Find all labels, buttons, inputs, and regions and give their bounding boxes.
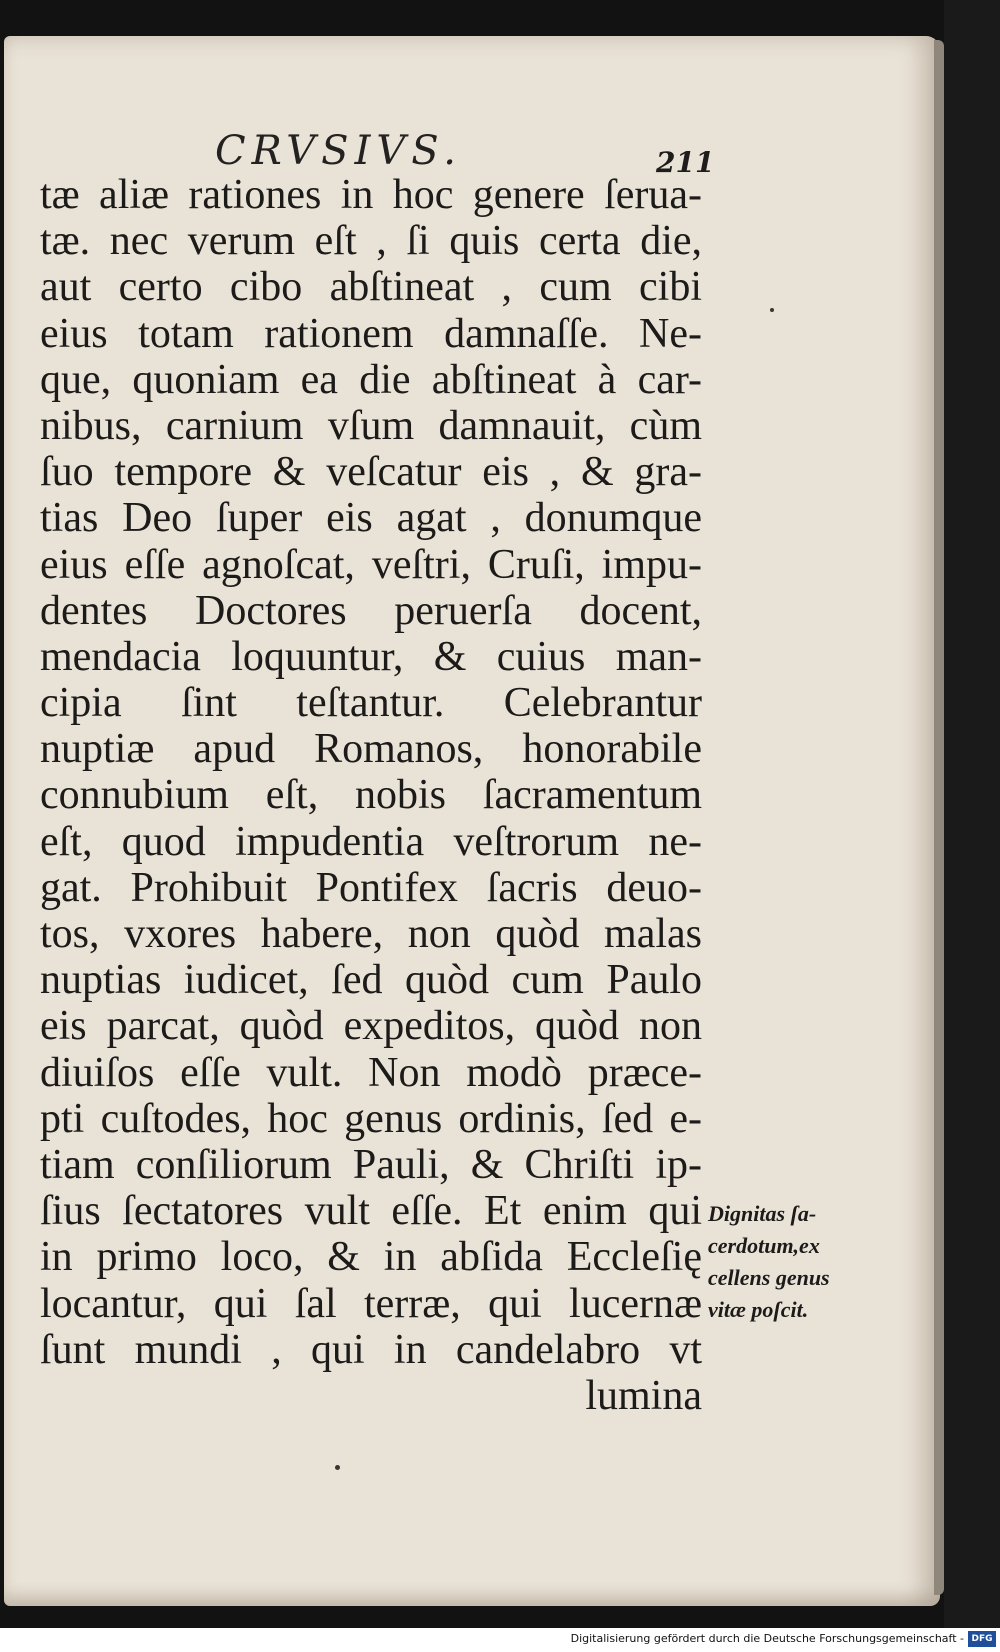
text-line: dentes Doctores peruerſa docent, [40, 587, 702, 634]
text-line: tæ aliæ rationes in hoc genere ſerua- [40, 172, 702, 218]
text-line: eius eſſe agnoſcat, veſtri, Cruſi, impu- [40, 541, 702, 588]
marginal-note-line: cerdotum,ex [708, 1233, 820, 1258]
text-line: tos, vxores habere, non quòd malas [40, 911, 702, 957]
text-line: mendacia loquuntur, & cuius man- [40, 633, 702, 680]
page-edge [934, 40, 944, 1595]
text-line: eis parcat, quòd expeditos, quòd non [40, 1003, 702, 1050]
running-head: CRVSIVS. [215, 128, 462, 174]
text-line: ſuo tempore & veſcatur eis , & gra- [40, 449, 702, 496]
catchword: lumina [585, 1372, 702, 1419]
text-line: eius totam rationem damnaſſe. Ne- [40, 310, 702, 357]
text-line: ſius ſectatores vult eſſe. Et enim qui [40, 1188, 702, 1235]
text-line: gat. Prohibuit Pontifex ſacris deuo- [40, 864, 702, 911]
text-line: eſt, quod impudentia veſtrorum ne- [40, 818, 702, 865]
book-spine-shadow [944, 0, 1000, 1652]
body-text [40, 172, 702, 1419]
text-line: nibus, carnium vſum damnauit, cùm [40, 402, 702, 449]
funding-credit: Digitalisierung gefördert durch die Deutsche Forschungsgemeinschaft - [570, 1632, 964, 1645]
text-line: locantur, qui ſal terræ, qui lucernæ [40, 1280, 702, 1327]
marginal-note-line: vitæ poſcit. [708, 1297, 809, 1322]
text-line: cipia ſint teſtantur. Celebrantur [40, 680, 702, 727]
ink-speck [770, 308, 774, 312]
text-line: connubium eſt, nobis ſacramentum [40, 772, 702, 819]
text-line: que, quoniam ea die abſtineat à car- [40, 356, 702, 403]
text-line: diuiſos eſſe vult. Non modò præce- [40, 1049, 702, 1096]
page-number: 211 [656, 146, 715, 179]
text-line: pti cuſtodes, hoc genus ordinis, ſed e- [40, 1095, 702, 1142]
text-line: aut certo cibo abſtineat , cum cibi [40, 264, 702, 311]
dfg-logo: DFG [968, 1631, 996, 1647]
text-line: tiam conſiliorum Pauli, & Chriſti ip- [40, 1141, 702, 1188]
text-line: nuptias iudicet, ſed quòd cum Paulo [40, 957, 702, 1004]
text-line: tias Deo ſuper eis agat , donumque [40, 495, 702, 542]
text-line: ſunt mundi , qui in candelabro vt [40, 1326, 702, 1373]
text-line: tæ. nec verum eſt , ſi quis certa die, [40, 218, 702, 265]
marginal-note-line: Dignitas ſa- [708, 1201, 817, 1226]
text-line: in primo loco, & in abſida Eccleſię [40, 1234, 702, 1281]
text-line: nuptiæ apud Romanos, honorabile [40, 726, 702, 773]
digitization-footer [0, 1628, 1000, 1652]
marginal-note [708, 1198, 858, 1326]
ink-speck [335, 1465, 340, 1470]
marginal-note-line: cellens genus [708, 1265, 830, 1290]
